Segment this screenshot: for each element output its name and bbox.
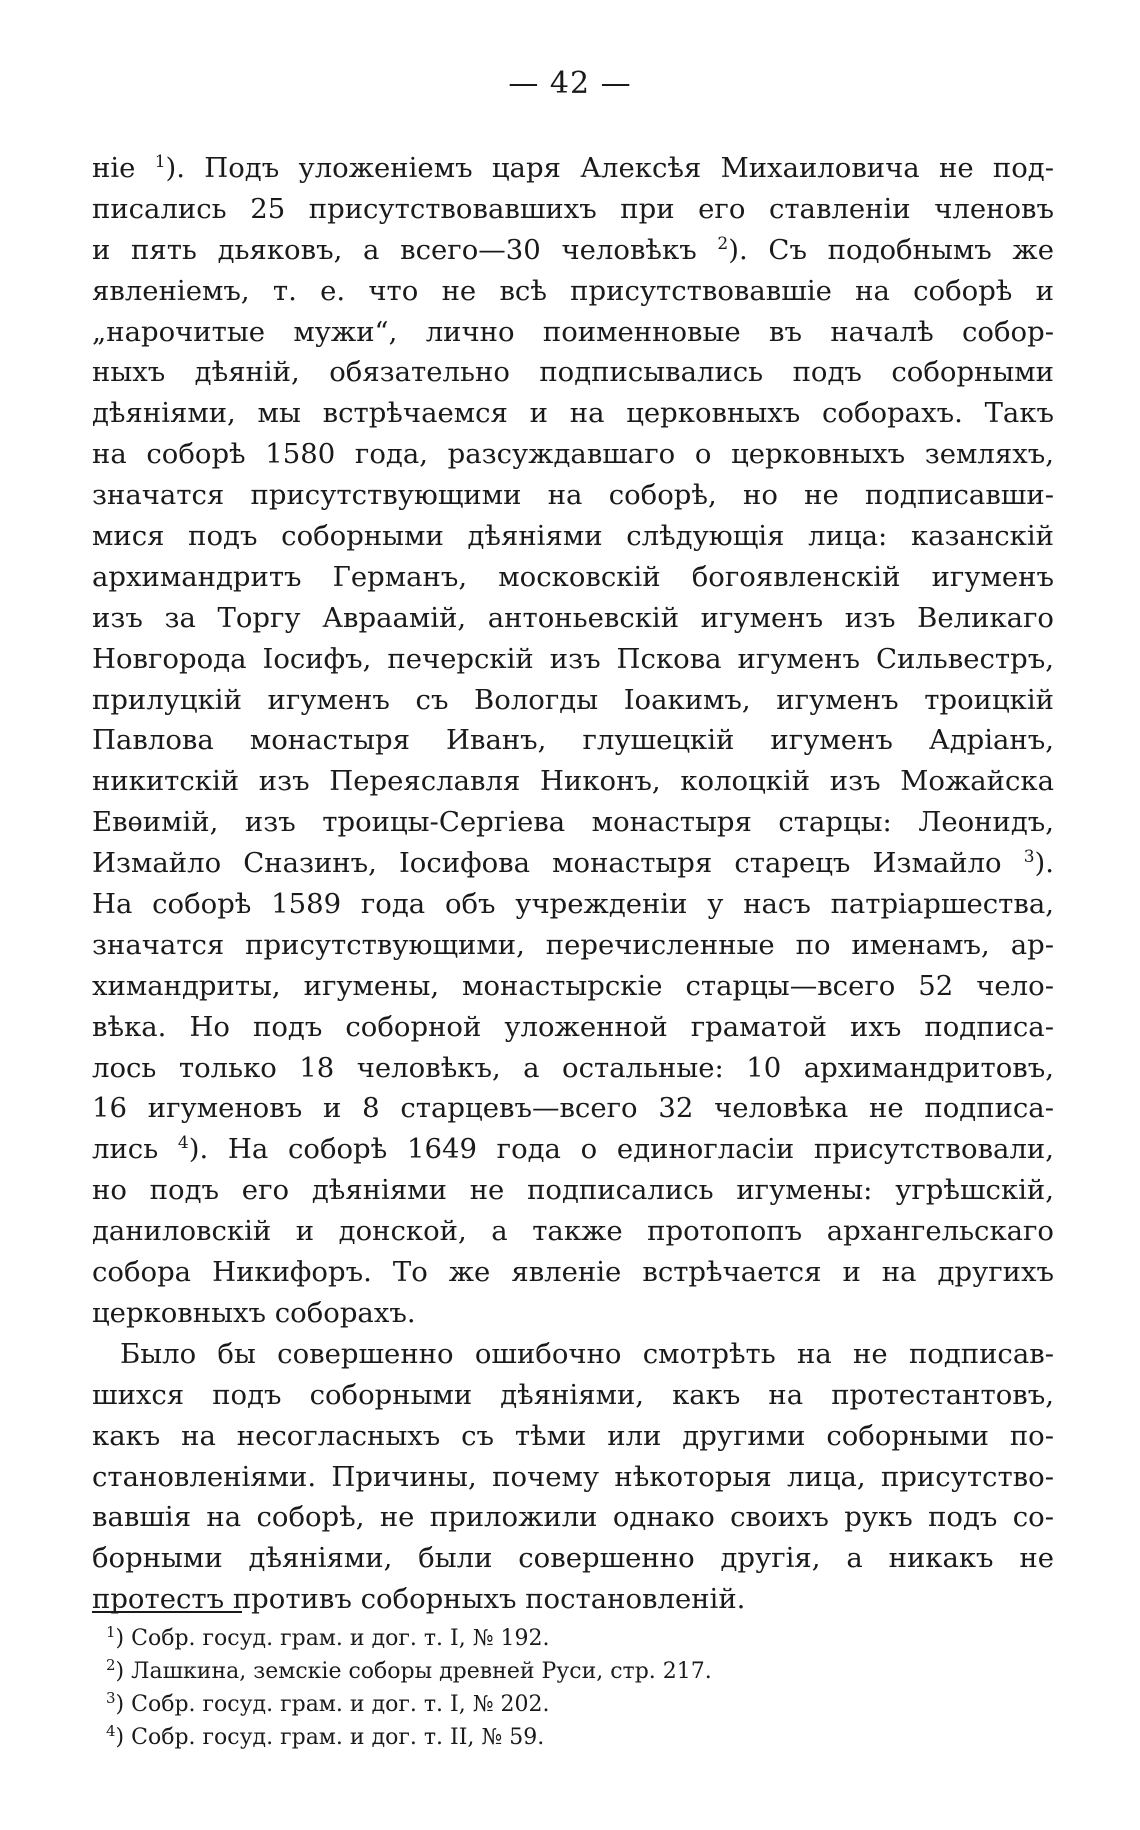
text-segment: дѣяніями, мы встрѣчаемся и на церковныхъ соборахъ. Такъ [92,397,1054,430]
text-line [92,1088,1054,1129]
text-line [92,720,1054,761]
text-segment: изъ за Торгу Авраамій, антоньевскій игуменъ изъ Великаго [92,601,1054,634]
text-segment: даниловскій и донской, а также протопопъ архангельскаго [92,1215,1054,1248]
text-line [92,352,1054,393]
footnote-marker: 1 [154,152,166,172]
text-segment: шихся подъ соборными дѣяніями, какъ на протестантовъ, [92,1378,1054,1411]
text-line [92,925,1054,966]
text-segment: борными дѣяніями, были совершенно другія, а никакъ не [92,1542,1054,1575]
text-segment: ). Съ подобнымъ же [728,233,1054,266]
text-segment: Евѳимій, изъ троицы-Сергіева монастыря старцы: Леонидъ, [92,806,1054,839]
text-line [92,802,1054,843]
text-line [92,1579,1054,1620]
text-line [92,1538,1054,1579]
text-line [92,761,1054,802]
text-line [92,148,1054,189]
text-line [92,271,1054,312]
footnote [106,1721,1006,1754]
text-line [92,1211,1054,1252]
text-line [92,1048,1054,1089]
text-segment: Было бы совершенно ошибочно смотрѣть на не подписав- [120,1337,1054,1370]
text-segment: Новгорода Іосифъ, печерскій изъ Пскова игуменъ Сильвестръ, [92,642,1054,675]
text-line [92,393,1054,434]
footnote-text: ) Собр. госуд. грам. и дог. т. I, № 192. [115,1626,550,1651]
footnote-number: 2 [106,1656,116,1674]
text-line [92,1375,1054,1416]
text-segment: мися подъ соборными дѣяніями слѣдующія лица: казанскій [92,520,1054,553]
text-segment: 16 игуменовъ и 8 старцевъ—всего 32 человѣка не подписа- [92,1092,1054,1125]
text-segment: прилуцкій игуменъ съ Вологды Іоакимъ, игуменъ троицкій [92,683,1054,716]
text-segment: церковныхъ соборахъ. [92,1296,416,1329]
footnote-marker: 3 [1023,847,1035,868]
text-segment: ныхъ дѣяній, обязательно подписывались подъ соборными [92,356,1054,389]
footnote-text: ) Лашкина, земскіе соборы древней Руси, стр. 217. [115,1659,712,1684]
text-segment: и пять дьяковъ, а всего—30 человѣкъ [92,233,718,266]
text-segment: становленіями. Причины, почему нѣкоторыя лица, присутство- [92,1460,1054,1493]
text-segment: но подъ его дѣяніями не подписались игумены: угрѣшскій, [92,1174,1054,1207]
text-line [92,639,1054,680]
page-number: — 42 — [508,66,632,101]
text-segment: На соборѣ 1589 года объ учрежденіи у насъ патріаршества, [92,888,1054,921]
footnote-divider [92,1611,242,1613]
footnotes [106,1622,1006,1754]
text-segment: „нарочитые мужи“, лично поименновые въ началѣ собор- [92,315,1054,348]
text-line [92,1334,1054,1375]
text-segment: ). Подъ уложеніемъ царя Алексѣя Михаиловича не под- [165,152,1054,184]
text-segment: собора Никифоръ. То же явленіе встрѣчается и на другихъ [92,1256,1054,1289]
text-segment: ). На соборѣ 1649 года о единогласіи присутствовали, [188,1133,1054,1166]
text-segment: лось только 18 человѣкъ, а остальные: 10 архимандритовъ, [92,1051,1054,1084]
footnote-number: 4 [106,1722,116,1740]
footnote [106,1688,1006,1721]
text-segment: Павлова монастыря Иванъ, глушецкій игуменъ Адріанъ, [92,724,1054,757]
footnote [106,1622,1006,1655]
text-line [92,1457,1054,1498]
body-text [92,148,1054,1620]
text-line [92,884,1054,925]
footnote-text: ) Собр. госуд. грам. и дог. т. I, № 202. [115,1692,550,1717]
text-line [92,1129,1054,1170]
text-segment: какъ на несогласныхъ съ тѣми или другими соборными по- [92,1419,1054,1452]
text-line [92,843,1054,884]
text-segment: на соборѣ 1580 года, разсуждавшаго о церковныхъ земляхъ, [92,438,1054,471]
text-segment: писались 25 присутствовавшихъ при его ставленіи членовъ [92,192,1054,225]
text-line [92,189,1054,230]
footnote-marker: 4 [177,1133,189,1154]
footnote-text: ) Собр. госуд. грам. и дог. т. II, № 59. [115,1725,545,1750]
text-segment: архимандритъ Германъ, московскій богоявленскій игуменъ [92,560,1054,593]
text-line [92,434,1054,475]
text-line [92,475,1054,516]
text-line [92,1293,1054,1334]
text-segment: протестъ противъ соборныхъ постановленій. [92,1583,746,1616]
text-segment: Измайло Сназинъ, Іосифова монастыря старецъ Измайло [92,847,1024,880]
text-segment: явленіемъ, т. е. что не всѣ присутствовавшіе на соборѣ и [92,274,1054,307]
text-line [92,557,1054,598]
footnote-number: 3 [106,1689,116,1707]
text-segment: значатся присутствующими на соборѣ, но не подписавши- [92,479,1054,512]
text-line [92,516,1054,557]
text-segment: лись [92,1133,178,1166]
footnote [106,1655,1006,1688]
text-segment: ніе [92,152,155,184]
footnote-number: 1 [106,1623,116,1641]
text-line [92,1252,1054,1293]
text-line [92,1497,1054,1538]
text-line [92,966,1054,1007]
text-segment: химандриты, игумены, монастырскіе старцы—всего 52 чело- [92,969,1054,1002]
text-segment: значатся присутствующими, перечисленные по именамъ, ар- [92,928,1054,961]
text-segment: вавшія на соборѣ, не приложили однако своихъ рукъ подъ со- [92,1501,1054,1534]
text-line [92,312,1054,353]
text-line [92,1007,1054,1048]
text-line [92,598,1054,639]
text-segment: ). [1034,847,1054,880]
text-line [92,230,1054,271]
text-segment: никитскій изъ Переяславля Никонъ, колоцкій изъ Можайска [92,765,1054,798]
text-segment: вѣка. Но подъ соборной уложенной граматой ихъ подписа- [92,1010,1054,1043]
text-line [92,1416,1054,1457]
text-line [92,680,1054,721]
text-line [92,1170,1054,1211]
footnote-marker: 2 [717,233,729,254]
